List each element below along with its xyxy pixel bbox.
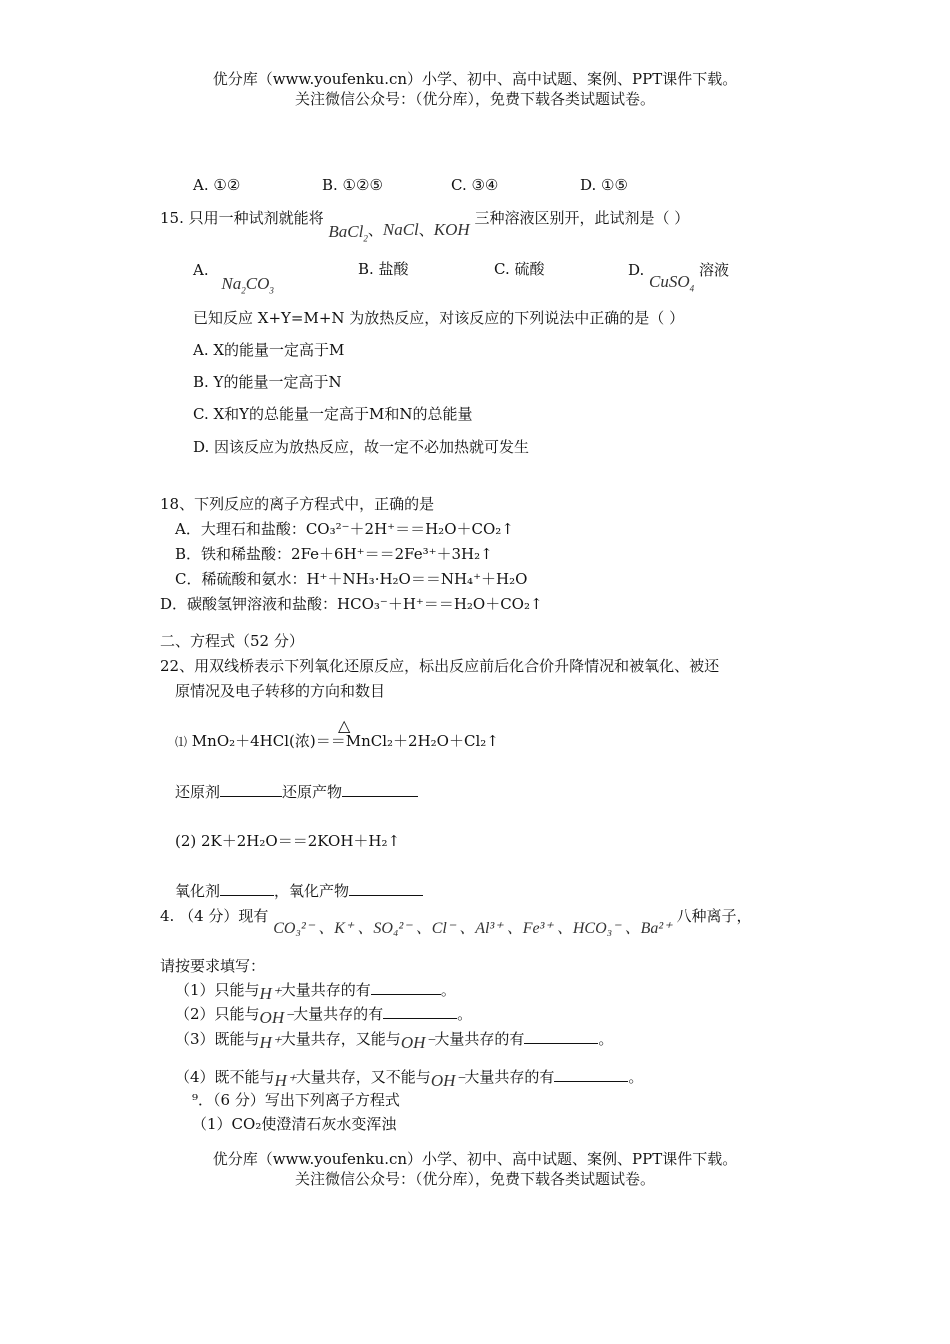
formula-bacl2: BaCl$_2$ [328, 222, 368, 244]
q15-option-b: B. 盐酸 [358, 260, 409, 278]
footer-line-2: 关注微信公众号：（优分库），免费下载各类试题试卷。 [294, 1170, 655, 1188]
q22-equation-2: (2) 2K＋2H₂O＝＝2KOH＋H₂↑ [175, 832, 401, 850]
q16-option-c: C. X和Y的总能量一定高于M和N的总能量 [193, 405, 473, 423]
answer-blank[interactable] [349, 881, 423, 896]
q4-instruction: 请按要求填写： [160, 957, 266, 975]
q18-stem: 18、下列反应的离子方程式中，正确的是 [160, 495, 435, 513]
q16-option-b: B. Y的能量一定高于N [193, 373, 342, 391]
answer-blank[interactable] [342, 782, 418, 797]
footer-line-1: 优分库（www.youfenku.cn）小学、初中、高中试题、案例、PPT课件下载。 [212, 1150, 738, 1168]
q15-option-a: A. $Na_2CO_3$ [193, 261, 274, 296]
q15-option-d: D. CuSO$_4$ 溶液 [628, 261, 729, 294]
q16-stem: 已知反应 X+Y=M+N 为放热反应，对该反应的下列说法中正确的是（ ） [193, 309, 685, 327]
q15-option-c: C. 硫酸 [494, 260, 545, 278]
q4-item-3: （3）既能与H⁺大量共存，又能与OH⁻大量共存的有 。 [175, 1030, 614, 1052]
answer-blank[interactable] [220, 782, 282, 797]
q15-suffix: 三种溶液区别开，此试剂是（ ） [474, 209, 690, 227]
answer-blank[interactable] [371, 980, 441, 995]
q14-option-c: C. ③④ [451, 176, 499, 194]
q18-option-c: C．稀硫酸和氨水：H⁺＋NH₃·H₂O＝＝NH₄⁺＋H₂O [175, 570, 528, 588]
answer-blank[interactable] [554, 1067, 628, 1082]
q14-option-d: D. ①⑤ [580, 176, 628, 194]
heat-triangle-icon: △ [338, 716, 351, 735]
answer-blank[interactable] [383, 1004, 457, 1019]
q18-option-d: D．碳酸氢钾溶液和盐酸：HCO₃⁻＋H⁺＝＝H₂O＋CO₂↑ [160, 595, 543, 613]
answer-blank[interactable] [220, 881, 274, 896]
q22-equation-1: ⑴ MnO₂＋4HCl(浓)＝＝MnCl₂＋2H₂O＋Cl₂↑ [175, 732, 499, 750]
q4-item-4: （4）既不能与H⁺大量共存，又不能与OH⁻大量共存的有 。 [175, 1068, 644, 1090]
formula-koh: KOH [433, 220, 470, 239]
q4-item-2: （2）只能与OH⁻大量共存的有 。 [175, 1005, 473, 1027]
q22-stem-line-2: 原情况及电子转移的方向和数目 [175, 682, 386, 700]
header-line-2: 关注微信公众号：（优分库），免费下载各类试题试卷。 [294, 90, 655, 108]
q22-fill-1: 还原剂 还原产物 [175, 782, 418, 801]
q9-item-1: （1）CO₂使澄清石灰水变浑浊 [192, 1115, 397, 1133]
q22-stem-line-1: 22、用双线桥表示下列氧化还原反应，标出反应前后化合价升降情况和被氧化、被还 [160, 657, 720, 675]
q22-fill-2: 氧化剂 ，氧化产物 [175, 881, 423, 900]
q16-option-d: D. 因该反应为放热反应，故一定不必加热就可发生 [193, 438, 530, 456]
q9-stem: ⁹．（6 分）写出下列离子方程式 [192, 1091, 400, 1109]
formula-na2co3: $Na_2CO_3$ [221, 274, 274, 296]
q15-prefix: 15. 只用一种试剂就能将 [160, 209, 324, 227]
answer-blank[interactable] [524, 1029, 598, 1044]
header-line-1: 优分库（www.youfenku.cn）小学、初中、高中试题、案例、PPT课件下载。 [212, 70, 738, 88]
q4-stem: 4. （4 分）现有 CO₃²⁻ 、K⁺ 、SO₄²⁻ 、Cl⁻ 、Al³⁺ 、Fe³⁺ 、HCO₃⁻ 、Ba²⁺ 八种离子， [160, 907, 752, 937]
q14-option-b: B. ①②⑤ [322, 176, 383, 194]
q14-option-a: A. ①② [193, 176, 241, 194]
section-2-title: 二、方程式（52 分） [160, 632, 304, 650]
formula-nacl: NaCl [382, 220, 419, 239]
q15-stem: 15. 只用一种试剂就能将 BaCl$_2$、NaCl、KOH 三种溶液区别开，此试剂是（ ） [160, 209, 690, 244]
ion-list: CO₃²⁻ 、K⁺ 、SO₄²⁻ 、Cl⁻ 、Al³⁺ 、Fe³⁺ 、HCO₃⁻ 、Ba²⁺ [273, 920, 672, 937]
q16-option-a: A. X的能量一定高于M [193, 341, 345, 359]
q4-item-1: （1）只能与H⁺大量共存的有 。 [175, 981, 456, 1003]
q18-option-b: B．铁和稀盐酸：2Fe＋6H⁺＝＝2Fe³⁺＋3H₂↑ [175, 545, 493, 563]
formula-cuso4: CuSO$_4$ [649, 272, 695, 294]
q18-option-a: A．大理石和盐酸：CO₃²⁻＋2H⁺＝＝H₂O＋CO₂↑ [175, 520, 514, 538]
